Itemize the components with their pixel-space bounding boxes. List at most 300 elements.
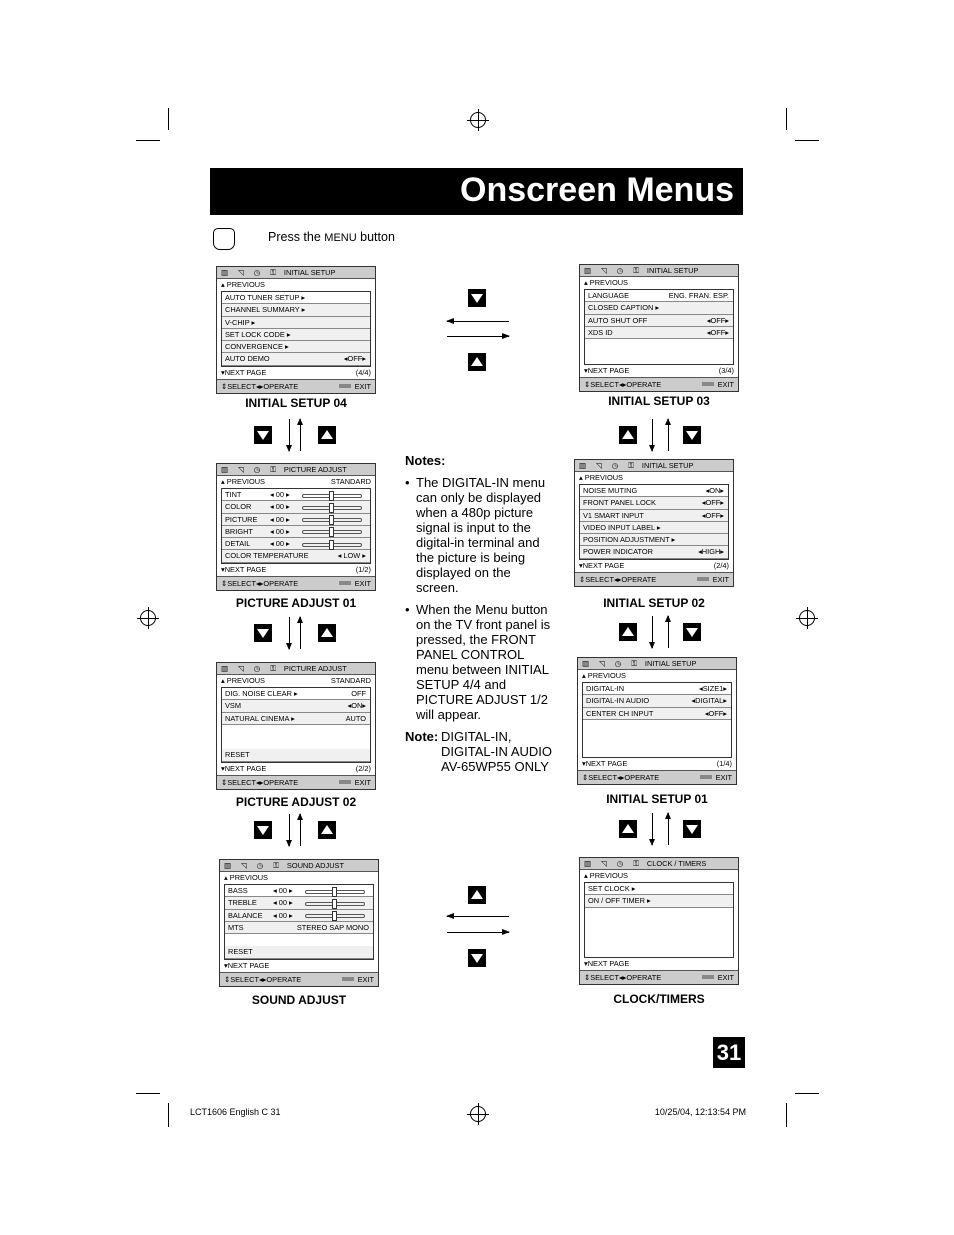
menu-title-bar <box>217 663 375 675</box>
up-arrow-icon: ▴ <box>224 873 230 882</box>
note-text: DIGITAL-IN, DIGITAL-IN AUDIO AV-65WP55 ONLY <box>441 729 552 774</box>
menu-items <box>221 291 371 367</box>
menu-item[interactable] <box>222 304 370 316</box>
menu-item-label: DETAIL <box>225 539 251 549</box>
menu-item[interactable] <box>583 708 731 720</box>
menu-item-label: SET LOCK CODE ▸ <box>225 329 291 339</box>
menu-title: INITIAL SETUP <box>646 266 699 275</box>
note-bullet: • The DIGITAL-IN menu can only be displayed when a 480p picture signal is input to the digital-in terminal and the picture is being displayed on the screen. <box>405 475 555 595</box>
menu-footer <box>575 572 733 586</box>
previous-label: PREVIOUS <box>584 473 623 482</box>
menu-item-label: XDS ID <box>588 327 613 337</box>
leftright-icon: ◂▸ <box>618 379 627 389</box>
menu-items <box>224 884 374 960</box>
menu-item[interactable] <box>583 695 731 707</box>
menu-footer <box>580 377 738 391</box>
next-page-row[interactable] <box>580 365 738 377</box>
menu-item-value: ◂OFF▸ <box>343 354 366 364</box>
page-number: 31 <box>713 1037 745 1068</box>
menu-title-bar <box>578 658 736 670</box>
menu-item-value: ENG. FRAN. ESP. <box>668 291 729 300</box>
menu-item[interactable] <box>222 329 370 341</box>
right-arrow <box>447 932 509 933</box>
down-button-icon <box>683 623 701 641</box>
menu-item-slider[interactable] <box>305 914 365 918</box>
menu-item[interactable] <box>583 683 731 695</box>
menu-footer <box>217 576 375 590</box>
menu-title: INITIAL SETUP <box>283 268 336 277</box>
left-arrow <box>447 916 509 917</box>
previous-label: PREVIOUS <box>226 280 265 289</box>
menu-item[interactable] <box>222 317 370 329</box>
menu-item-label: COLOR <box>225 502 252 512</box>
up-arrow-icon: ▴ <box>579 473 585 482</box>
operate-label: OPERATE <box>626 379 662 389</box>
menu-item-label: V-CHIP ▸ <box>225 317 256 327</box>
next-page-row[interactable] <box>217 564 375 576</box>
menu-item[interactable] <box>222 501 370 513</box>
slider-handle <box>329 527 334 537</box>
left-arrow <box>447 321 509 322</box>
menu-item[interactable] <box>585 327 733 339</box>
down-arrow-icon: ▾ <box>221 367 225 377</box>
menu-key-icon <box>700 775 712 779</box>
updown-icon: ⇕ <box>221 578 228 588</box>
menu-item <box>583 720 731 732</box>
slider-handle <box>332 911 337 921</box>
menu-item-label: PICTURE <box>225 514 258 524</box>
menu-item-value: ◂DIGITAL▸ <box>691 696 727 706</box>
menu-items <box>584 882 734 958</box>
up-arrow <box>300 617 301 649</box>
up-button-icon <box>468 886 486 904</box>
select-label: SELECT <box>227 777 256 787</box>
previous-row[interactable] <box>220 872 378 884</box>
leftright-icon: ◂▸ <box>255 381 264 391</box>
down-arrow <box>289 617 290 649</box>
leftright-icon: ◂▸ <box>258 974 267 984</box>
menu-item-value: ◂OFF▸ <box>701 498 724 508</box>
menu-title: PICTURE ADJUST <box>283 465 347 474</box>
menu-item-label: AUTO TUNER SETUP ▸ <box>225 293 306 302</box>
menu-item[interactable] <box>585 290 733 302</box>
down-arrow <box>289 419 290 451</box>
operate-label: OPERATE <box>266 974 302 984</box>
instruction <box>268 230 395 244</box>
menu-item-slider[interactable] <box>305 890 365 894</box>
next-page-row[interactable] <box>217 763 375 775</box>
menu-is04 <box>216 266 376 394</box>
next-page-label: NEXT PAGE <box>585 758 628 768</box>
menu-item-value: STEREO SAP MONO <box>296 922 369 932</box>
menu-item <box>585 908 733 920</box>
up-arrow <box>668 813 669 845</box>
down-arrow <box>652 813 653 845</box>
down-arrow-icon: ▾ <box>224 960 228 970</box>
up-button-icon <box>619 820 637 838</box>
page-indicator: (2/4) <box>713 560 729 570</box>
menu-pa02 <box>216 662 376 790</box>
menu-item <box>222 725 370 737</box>
menu-footer <box>578 770 736 784</box>
previous-label: PREVIOUS <box>229 873 268 882</box>
menu-caption: SOUND ADJUST <box>251 993 347 1007</box>
previous-row[interactable] <box>217 476 375 488</box>
menu-item-label: POSITION ADJUSTMENT ▸ <box>583 535 676 545</box>
page-indicator: (1/4) <box>716 758 732 768</box>
menu-item <box>583 744 731 756</box>
menu-item-slider[interactable] <box>302 530 362 534</box>
menu-item[interactable] <box>225 897 373 909</box>
menu-item-value: OFF <box>351 689 366 698</box>
previous-row[interactable] <box>580 277 738 289</box>
down-arrow-icon: ▾ <box>579 560 583 570</box>
menu-item-number: ◂ 00 ▸ <box>270 539 290 549</box>
menu-key-icon <box>339 780 351 784</box>
menu-item-value: ◂OFF▸ <box>706 315 729 325</box>
menu-caption: INITIAL SETUP 03 <box>608 394 710 408</box>
up-button-icon <box>318 821 336 839</box>
leftright-icon: ◂▸ <box>255 777 264 787</box>
down-arrow-icon: ▾ <box>221 564 225 574</box>
menu-item[interactable] <box>222 526 370 538</box>
exit-label: EXIT <box>357 974 374 984</box>
exit-label: EXIT <box>354 578 371 588</box>
menu-title: CLOCK / TIMERS <box>646 859 707 868</box>
menu-item-label: NATURAL CINEMA ▸ <box>225 713 295 723</box>
up-arrow-icon: ▴ <box>584 278 590 287</box>
up-arrow-icon: ▴ <box>221 280 227 289</box>
menu-item-number: ◂ 00 ▸ <box>273 886 293 895</box>
updown-icon: ⇕ <box>584 972 591 982</box>
slider-handle <box>329 491 334 501</box>
operate-label: OPERATE <box>624 772 660 782</box>
menu-item-number: ◂ 00 ▸ <box>273 910 293 920</box>
menu-item-number: ◂ 00 ▸ <box>270 526 290 536</box>
down-arrow-icon: ▾ <box>221 763 225 773</box>
menu-item <box>583 732 731 744</box>
previous-label: PREVIOUS <box>589 871 628 880</box>
next-page-label: NEXT PAGE <box>224 367 267 377</box>
previous-label: PREVIOUS <box>226 477 265 486</box>
menu-key-icon <box>697 577 709 581</box>
menu-tab-icons: ▥ ◹ ◷ ⚿ <box>582 659 641 668</box>
menu-item-label: TINT <box>225 490 242 499</box>
registration-mark <box>470 112 486 128</box>
menu-item[interactable] <box>225 910 373 922</box>
menu-items <box>221 488 371 564</box>
menu-key-icon <box>702 382 714 386</box>
menu-item-label: BASS <box>228 886 248 895</box>
note-label: Note: <box>405 729 439 744</box>
menu-items <box>584 289 734 365</box>
menu-item-label: AUTO DEMO <box>225 354 270 364</box>
next-page-row[interactable] <box>217 367 375 379</box>
exit-label: EXIT <box>354 777 371 787</box>
menu-item-value: ◂ON▸ <box>705 486 724 495</box>
operate-label: OPERATE <box>621 574 657 584</box>
menu-sound <box>219 859 379 987</box>
menu-caption: PICTURE ADJUST 01 <box>235 596 357 610</box>
footer-right: 10/25/04, 12:13:54 PM <box>654 1107 746 1117</box>
operate-label: OPERATE <box>626 972 662 982</box>
menu-items <box>582 682 732 758</box>
menu-item[interactable] <box>222 749 370 761</box>
menu-item[interactable] <box>585 883 733 895</box>
next-page-row[interactable] <box>580 958 738 970</box>
menu-tab-icons: ▥ ◹ ◷ ⚿ <box>579 461 638 470</box>
menu-item-label: CENTER CH INPUT <box>586 708 654 718</box>
previous-row[interactable] <box>580 870 738 882</box>
select-label: SELECT <box>588 772 617 782</box>
menu-item <box>225 934 373 946</box>
updown-icon: ⇕ <box>582 772 589 782</box>
menu-item-label: BALANCE <box>228 910 263 920</box>
menu-title: PICTURE ADJUST <box>283 664 347 673</box>
menu-key-name: MENU <box>324 232 357 244</box>
menu-item <box>585 944 733 956</box>
down-button-icon <box>468 289 486 307</box>
notes-heading: Notes: <box>405 453 446 468</box>
menu-item[interactable] <box>222 538 370 550</box>
menu-item[interactable] <box>222 700 370 712</box>
previous-label: PREVIOUS <box>589 278 628 287</box>
menu-item-label: CHANNEL SUMMARY ▸ <box>225 305 306 315</box>
down-button-icon <box>254 624 272 642</box>
menu-item[interactable] <box>225 922 373 934</box>
exit-label: EXIT <box>717 972 734 982</box>
menu-tab-icons: ▥ ◹ ◷ ⚿ <box>221 664 280 673</box>
menu-caption: PICTURE ADJUST 02 <box>235 795 357 809</box>
menu-item-label: CLOSED CAPTION ▸ <box>588 303 660 313</box>
down-arrow-icon: ▾ <box>584 365 588 375</box>
operate-label: OPERATE <box>263 777 299 787</box>
menu-item-slider[interactable] <box>302 506 362 510</box>
menu-item-value: ◂OFF▸ <box>704 708 727 718</box>
menu-item[interactable] <box>580 534 728 546</box>
menu-item[interactable] <box>580 510 728 522</box>
menu-item[interactable] <box>222 713 370 725</box>
note-bullet: • When the Menu button on the TV front panel is pressed, the FRONT PANEL CONTROL menu between INITIAL SETUP 4/4 and PICTURE ADJUST 1/2 will appear. <box>405 602 555 722</box>
page-indicator: (3/4) <box>718 365 734 375</box>
down-arrow <box>289 814 290 846</box>
menu-item-label: VIDEO INPUT LABEL ▸ <box>583 522 661 532</box>
exit-label: EXIT <box>354 381 371 391</box>
menu-item-value: AUTO <box>345 713 366 723</box>
menu-item-label: TREBLE <box>228 898 257 908</box>
leftright-icon: ◂▸ <box>613 574 622 584</box>
next-page-label: NEXT PAGE <box>227 960 270 970</box>
up-arrow <box>668 616 669 648</box>
next-page-label: NEXT PAGE <box>587 365 630 375</box>
menu-item-value: ◂SIZE1▸ <box>699 684 727 693</box>
menu-item[interactable] <box>222 688 370 700</box>
menu-item-label: LANGUAGE <box>588 291 630 300</box>
menu-item[interactable] <box>580 485 728 497</box>
leftright-icon: ◂▸ <box>255 578 264 588</box>
menu-title-bar <box>580 265 738 277</box>
menu-item-label: CONVERGENCE ▸ <box>225 342 289 352</box>
menu-footer <box>220 972 378 986</box>
menu-item-label: DIG. NOISE CLEAR ▸ <box>225 689 298 698</box>
menu-item-label: DIGITAL-IN AUDIO <box>586 696 650 706</box>
menu-caption: INITIAL SETUP 01 <box>606 792 708 806</box>
menu-item[interactable] <box>585 315 733 327</box>
menu-item[interactable] <box>222 292 370 304</box>
menu-clock <box>579 857 739 985</box>
down-button-icon <box>468 949 486 967</box>
page-indicator: (2/2) <box>355 763 371 773</box>
menu-item-label: BRIGHT <box>225 526 253 536</box>
select-label: SELECT <box>590 972 619 982</box>
hand-press-icon <box>213 228 235 250</box>
registration-mark <box>799 610 815 626</box>
menu-item <box>585 339 733 351</box>
down-button-icon <box>254 426 272 444</box>
menu-item[interactable] <box>585 895 733 907</box>
menu-item[interactable] <box>225 946 373 958</box>
menu-item-slider[interactable] <box>302 518 362 522</box>
menu-item-label: ON / OFF TIMER ▸ <box>588 896 651 906</box>
registration-mark <box>470 1106 486 1122</box>
menu-tab-icons: ▥ ◹ ◷ ⚿ <box>221 465 280 474</box>
menu-key-icon <box>702 975 714 979</box>
next-page-row[interactable] <box>578 758 736 770</box>
menu-item-label: SET CLOCK ▸ <box>588 884 636 893</box>
menu-item <box>585 920 733 932</box>
menu-item-value: ◂ LOW ▸ <box>337 551 366 561</box>
down-arrow-icon: ▾ <box>584 958 588 968</box>
next-page-label: NEXT PAGE <box>582 560 625 570</box>
menu-title-bar <box>217 464 375 476</box>
select-label: SELECT <box>230 974 259 984</box>
up-button-icon <box>619 623 637 641</box>
updown-icon: ⇕ <box>221 777 228 787</box>
menu-item-label: RESET <box>225 750 250 760</box>
menu-item[interactable] <box>580 522 728 534</box>
menu-item-number: ◂ 00 ▸ <box>270 490 290 499</box>
select-label: SELECT <box>227 578 256 588</box>
up-button-icon <box>468 353 486 371</box>
exit-label: EXIT <box>715 772 732 782</box>
menu-item-label: MTS <box>228 922 244 932</box>
previous-label: PREVIOUS <box>587 671 626 680</box>
menu-item-slider[interactable] <box>302 494 362 498</box>
menu-item[interactable] <box>222 489 370 501</box>
menu-title: INITIAL SETUP <box>644 659 697 668</box>
menu-item[interactable] <box>222 353 370 365</box>
menu-item-label: RESET <box>228 947 253 957</box>
next-page-label: NEXT PAGE <box>587 958 630 968</box>
notes <box>405 453 555 774</box>
slider-handle <box>329 503 334 513</box>
menu-item-slider[interactable] <box>302 543 362 547</box>
menu-tab-icons: ▥ ◹ ◷ ⚿ <box>221 268 280 277</box>
menu-item-value: ◂HIGH▸ <box>698 547 724 557</box>
slider-handle <box>329 540 334 550</box>
menu-item <box>585 351 733 363</box>
menu-item-label: AUTO SHUT OFF <box>588 315 648 325</box>
menu-item-label: VSM <box>225 701 242 711</box>
menu-key-icon <box>339 384 351 388</box>
next-page-row[interactable] <box>575 560 733 572</box>
menu-caption: CLOCK/TIMERS <box>613 992 705 1006</box>
slider-handle <box>332 887 337 897</box>
menu-title: INITIAL SETUP <box>641 461 694 470</box>
menu-item-label: NOISE MUTING <box>583 486 638 495</box>
menu-item-value: ◂OFF▸ <box>701 510 724 520</box>
down-arrow <box>652 419 653 451</box>
menu-item[interactable] <box>222 341 370 353</box>
menu-is03 <box>579 264 739 392</box>
menu-item[interactable] <box>580 497 728 509</box>
menu-is01 <box>577 657 737 785</box>
down-button-icon <box>254 821 272 839</box>
menu-footer <box>217 379 375 393</box>
footer-left: LCT1606 English C 31 <box>190 1107 281 1117</box>
previous-row[interactable] <box>575 472 733 484</box>
menu-is02 <box>574 459 734 587</box>
exit-label: EXIT <box>712 574 729 584</box>
menu-title-bar <box>575 460 733 472</box>
up-arrow-icon: ▴ <box>221 477 227 486</box>
menu-tab-icons: ▥ ◹ ◷ ⚿ <box>224 861 283 870</box>
menu-items <box>221 687 371 763</box>
menu-item-value: ◂ON▸ <box>347 701 366 711</box>
previous-row[interactable] <box>578 670 736 682</box>
previous-row[interactable] <box>217 675 375 687</box>
previous-row[interactable] <box>217 279 375 291</box>
menu-item[interactable] <box>222 514 370 526</box>
menu-tab-icons: ▥ ◹ ◷ ⚿ <box>584 859 643 868</box>
menu-title: SOUND ADJUST <box>286 861 344 870</box>
menu-item <box>222 737 370 749</box>
menu-item <box>585 932 733 944</box>
page-header <box>210 168 743 215</box>
previous-right: STANDARD <box>330 477 371 486</box>
select-label: SELECT <box>585 574 614 584</box>
menu-title-bar <box>580 858 738 870</box>
menu-item-number: ◂ 00 ▸ <box>270 502 290 512</box>
up-arrow <box>668 419 669 451</box>
next-page-row[interactable] <box>220 960 378 972</box>
down-button-icon <box>683 820 701 838</box>
page-indicator: (4/4) <box>355 367 371 377</box>
slider-handle <box>329 515 334 525</box>
down-arrow-icon: ▾ <box>582 758 586 768</box>
next-page-label: NEXT PAGE <box>224 763 267 773</box>
page-indicator: (1/2) <box>355 564 371 574</box>
menu-item[interactable] <box>580 546 728 558</box>
menu-title-bar <box>217 267 375 279</box>
menu-item-value: ◂OFF▸ <box>706 327 729 337</box>
select-label: SELECT <box>590 379 619 389</box>
menu-item-label: V1 SMART INPUT <box>583 510 644 520</box>
menu-item[interactable] <box>222 550 370 562</box>
instruction-button: button <box>356 230 395 244</box>
up-button-icon <box>318 426 336 444</box>
up-arrow <box>300 419 301 451</box>
menu-caption: INITIAL SETUP 02 <box>603 596 705 610</box>
up-arrow-icon: ▴ <box>221 676 227 685</box>
menu-item-slider[interactable] <box>305 902 365 906</box>
menu-item[interactable] <box>225 885 373 897</box>
menu-item[interactable] <box>585 302 733 314</box>
leftright-icon: ◂▸ <box>618 972 627 982</box>
menu-item-label: FRONT PANEL LOCK <box>583 498 656 508</box>
exit-label: EXIT <box>717 379 734 389</box>
slider-handle <box>332 899 337 909</box>
